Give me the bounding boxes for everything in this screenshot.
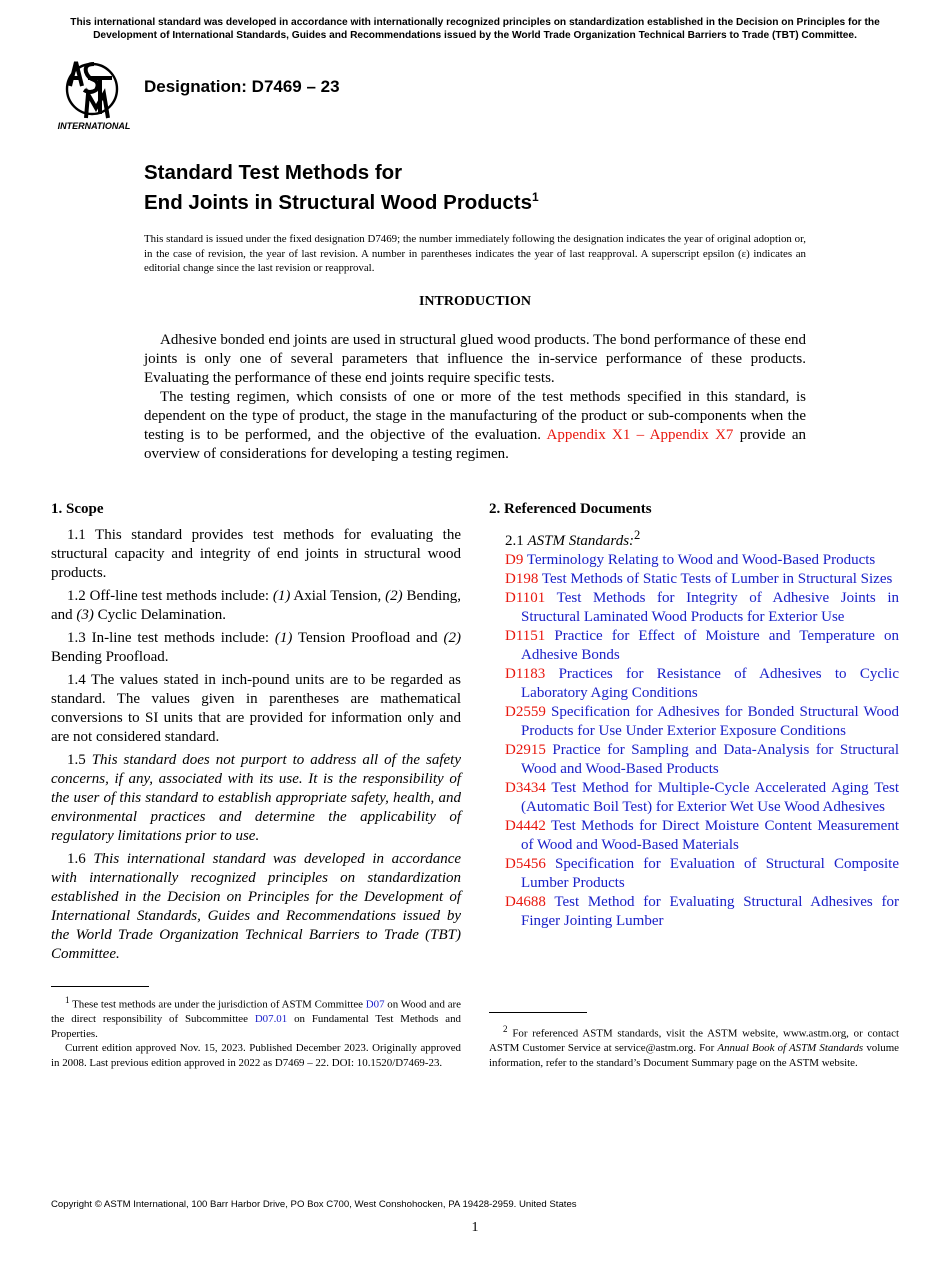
scope-1-5: 1.5 This standard does not purport to address all of the safety concerns, if any, associated with its use. It is the responsibility of the user of this standard to establish appropriate safety, health, and environmental practices and determine the applicability of regulatory limitations prior to use. [51,752,462,844]
scope-1-3: 1.3 In-line test methods include: (1) Tension Proofload and (2) Bending Proofload. [51,630,461,665]
issued-note: This standard is issued under the fixed designation D7469; the number immediately following the designation indicates the year of original adoption or, in the case of revision, the year of last revision. A number in parentheses indicates the year of last reapproval. A superscript epsilon (ε) indicates an editorial change since the last revision or reapproval. [144,233,806,275]
introduction-heading: INTRODUCTION [418,294,531,309]
reference-item[interactable]: D198 Test Methods of Static Tests of Lumber in Structural Sizes [505,571,893,587]
footnote-1: $^1$ These test methods are under the jurisdiction of ASTM Committee D07 on Wood and are the direct responsibility of Subcommittee D07.01 on Fundamental Test Methods and Properties. Current edition approved Nov. 15, 2023. Published December 2023. Originally approved in 2008. Last previous edition approved in 2022 as D7469 – 22. DOI: 10.1520/D7469-23. [51,995,461,1069]
header-notice: This international standard was developed in accordance with internationally recognized principles on standardization established in the Decision on Principles for the Development of International Standards, Guides and Recommendations issued by the World Trade Organization Technical Barriers to Trade (TBT) Committee. [70,17,880,41]
scope-1-4: 1.4 The values stated in inch-pound units are to be regarded as standard. The values given in parentheses are mathematical conversions to SI units that are provided for information only and are not considered standard. [51,672,461,745]
astm-logo [52,56,136,132]
appendix-link[interactable]: Appendix X1 – Appendix X7 [546,427,734,443]
reference-item[interactable]: D9 Terminology Relating to Wood and Wood-Based Products [505,552,876,568]
title-line-2: End Joints in Structural Wood Products [144,190,532,214]
reference-item[interactable]: D1151 Practice for Effect of Moisture and Temperature on Adhesive Bonds [505,628,900,663]
introduction-body [144,331,806,464]
page-title [144,160,539,215]
designation: Designation: D7469 – 23 [144,77,340,96]
edition-note: Current edition approved Nov. 15, 2023. Published December 2023. Originally approved in 2008. Last previous edition approved in 2022 as D7469 – 22. DOI: 10.1520/D7469-23. [51,1042,461,1069]
footnote-2: $^2$ For referenced ASTM standards, visit the ASTM website, www.astm.org, or contact ASTM Customer Service at service@astm.org. For Annual Book of ASTM Standards volume information, refer to the standard’s Document Summary page on the ASTM website. [489,1024,900,1069]
scope-1-1: 1.1 This standard provides test methods for evaluating the structural capacity and integrity of end joints in structural wood products. [51,527,461,581]
reference-item[interactable]: D2559 Specification for Adhesives for Bonded Structural Wood Products for Use Under Exterior Exposure Conditions [505,704,900,739]
introduction-paragraph-1: Adhesive bonded end joints are used in structural glued wood products. The bond performance of these end joints is only one of several parameters that influence the in-service performance of these products. Evaluating the performance of these end joints require specific tests. [144,332,806,386]
footnote-rule-left [51,986,149,987]
reference-item[interactable]: D1183 Practices for Resistance of Adhesives to Cyclic Laboratory Aging Conditions [505,666,899,701]
references-heading: 2. Referenced Documents [489,501,652,517]
reference-item[interactable]: D2915 Practice for Sampling and Data-Analysis for Structural Wood and Wood-Based Products [505,742,900,777]
referenced-documents-section [489,500,899,931]
scope-1-6: 1.6 This international standard was developed in accordance with internationally recognized principles on standardization established in the Decision on Principles for the Development of International Standards, Guides and Recommendations issued by the World Trade Organization Technical Barriers to Trade (TBT) Committee. [51,851,462,962]
copyright: Copyright © ASTM International, 100 Barr Harbor Drive, PO Box C700, West Conshohocken, PA 19428-2959. United States [51,1199,577,1210]
astm-standards-subheading: 2.1 ASTM Standards:$^2$ [505,528,641,549]
reference-item[interactable]: D4442 Test Methods for Direct Moisture Content Measurement of Wood and Wood-Based Materials [505,818,899,853]
logo-wordmark: INTERNATIONAL [57,121,131,131]
introduction-paragraph-2: The testing regimen, which consists of one or more of the test methods specified in this standard, is dependent on the type of product, the stage in the manufacturing of the product or sub-components when the testing is to be performed, and the objective of the evaluation. Appendix X1 – Appendix X7 provide an overview of considerations for developing a testing regimen. [144,389,806,462]
page-number: 1 [471,1220,479,1235]
scope-1-2: 1.2 Off-line test methods include: (1) Axial Tension, (2) Bending, and (3) Cyclic Delamination. [51,588,462,623]
footnote-rule-right [489,1012,587,1013]
title-line-1: Standard Test Methods for [144,161,403,184]
scope-heading: 1. Scope [51,501,104,517]
reference-list [489,551,899,931]
scope-section [51,500,461,968]
reference-item[interactable]: D4688 Test Method for Evaluating Structural Adhesives for Finger Jointing Lumber [505,894,900,929]
astm-logo-icon [52,56,136,132]
title-footnote-mark: 1 [532,190,539,204]
reference-item[interactable]: D1101 Test Methods for Integrity of Adhesive Joints in Structural Laminated Wood Products for Exterior Use [505,590,900,625]
reference-item[interactable]: D3434 Test Method for Multiple-Cycle Accelerated Aging Test (Automatic Boil Test) for Exterior Wet Use Wood Adhesives [505,780,899,815]
reference-item[interactable]: D5456 Specification for Evaluation of Structural Composite Lumber Products [505,856,899,891]
committee-link[interactable]: D07 [365,998,385,1011]
subcommittee-link[interactable]: D07.01 [254,1013,288,1026]
